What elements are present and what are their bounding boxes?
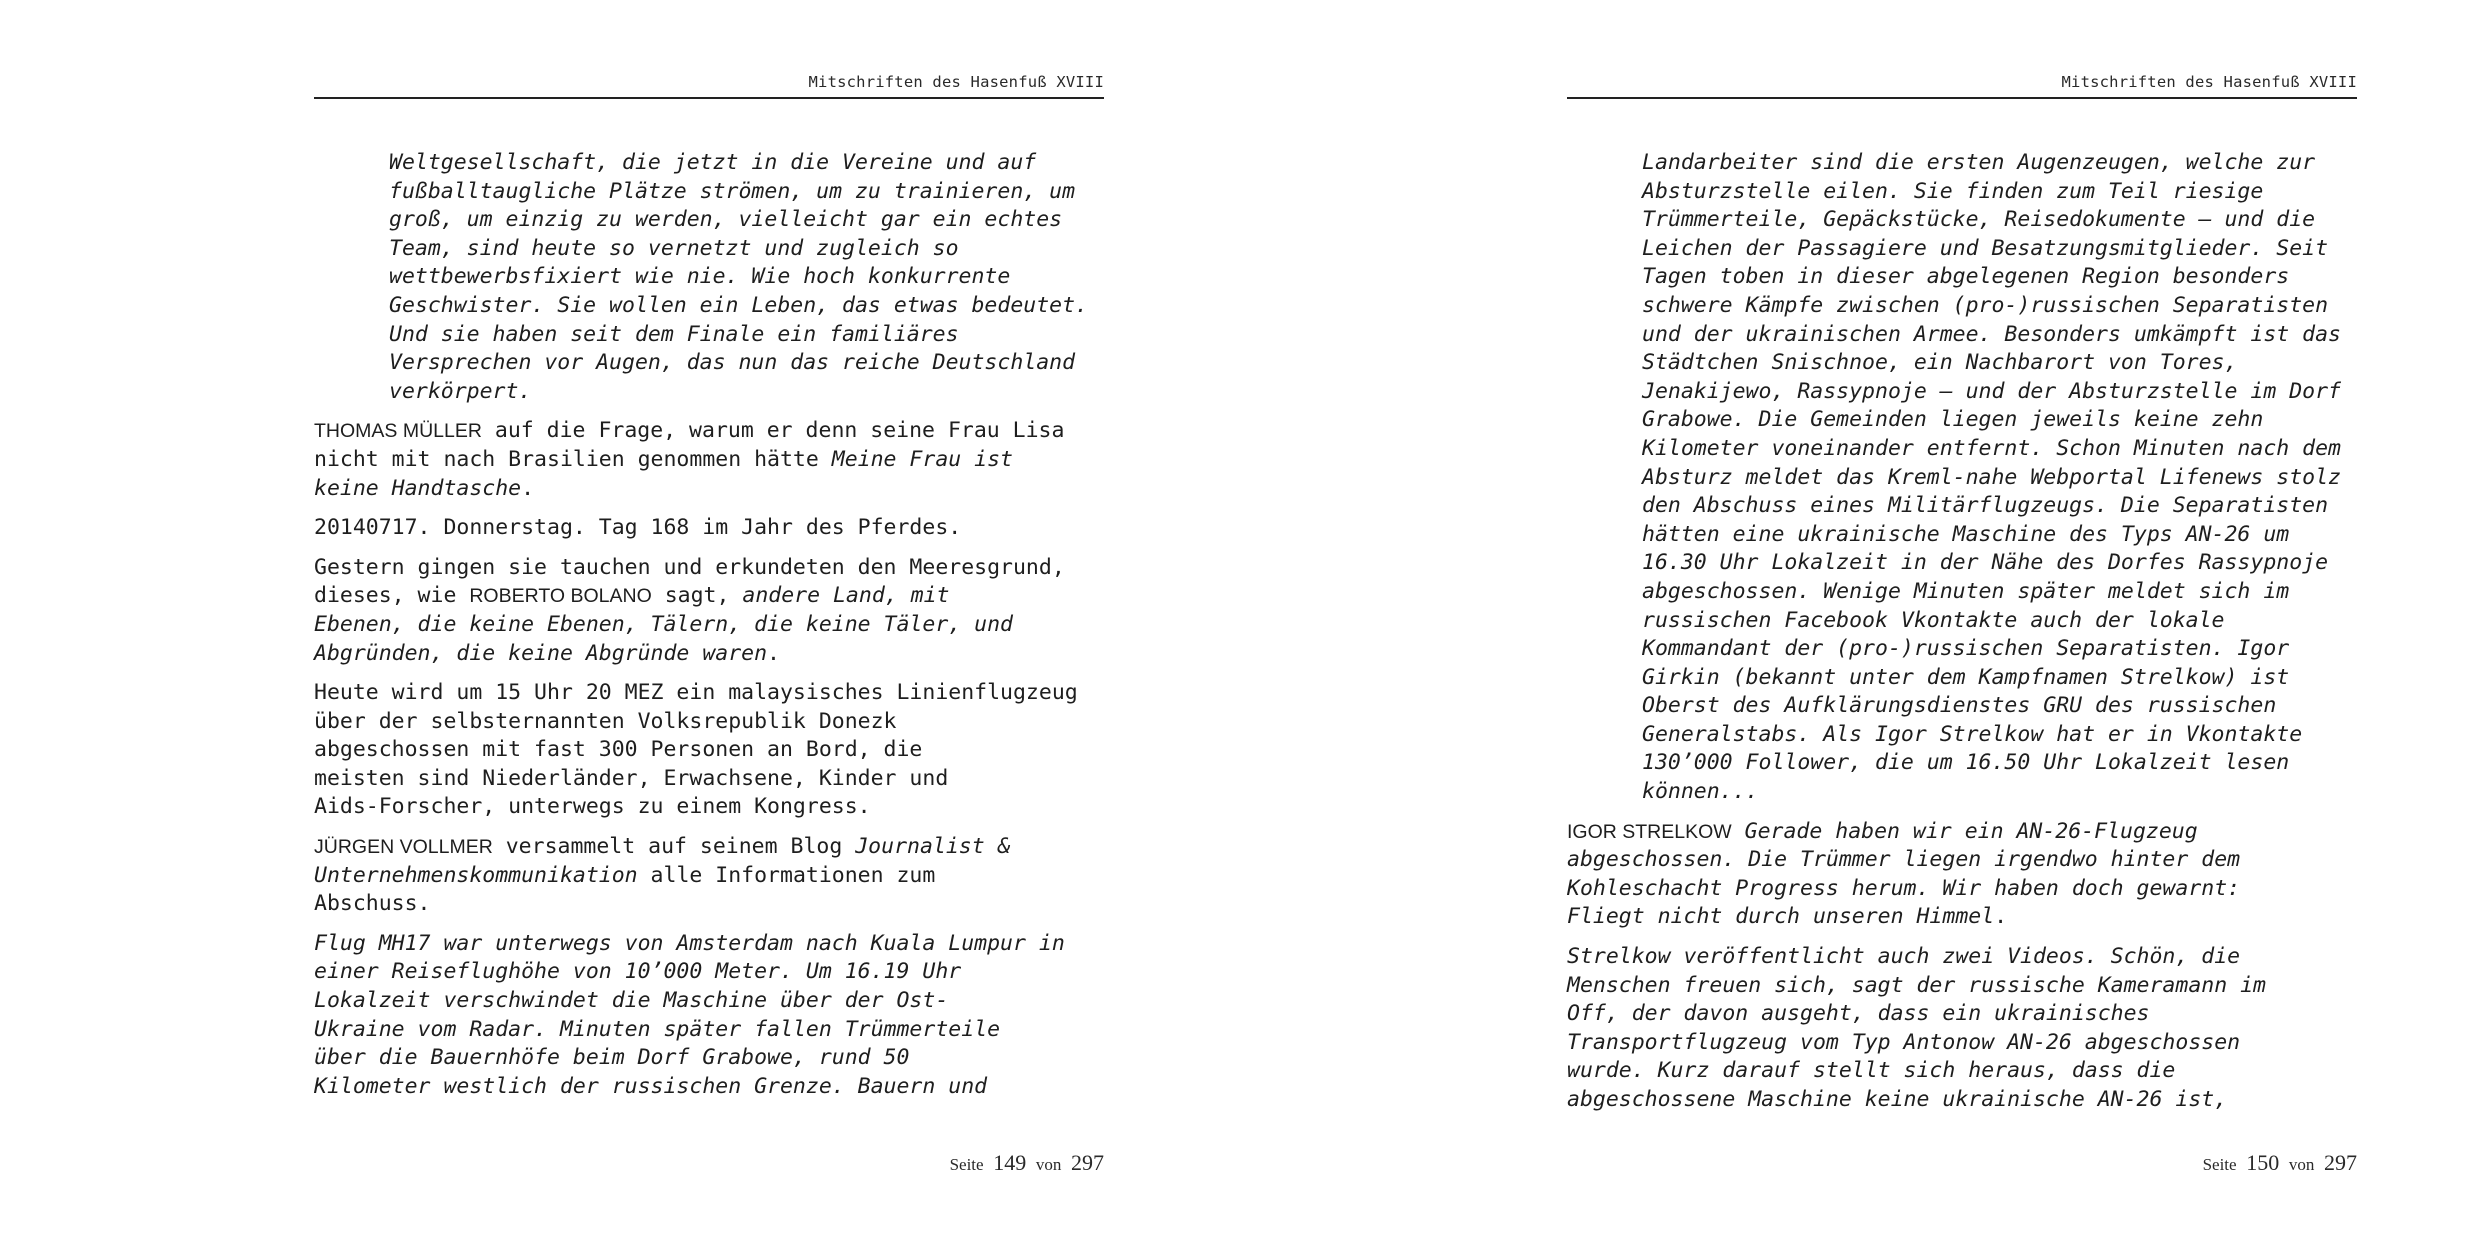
text-line <box>1642 206 2357 235</box>
text-line <box>389 149 1104 178</box>
paragraph <box>314 833 1104 919</box>
text-line <box>1567 903 2357 932</box>
text-run: . <box>767 640 780 666</box>
text-run: nicht mit nach Brasilien genommen hätte <box>314 446 832 472</box>
paragraph <box>1567 943 2357 1115</box>
text-run: Heute wird um 15 Uhr 20 MEZ ein malaysisches Linienflugzeug <box>314 680 1078 706</box>
text-line <box>1642 263 2357 292</box>
text-run: . <box>1994 904 2008 930</box>
paragraph <box>314 149 1104 406</box>
text-line <box>1642 435 2357 464</box>
running-head: Mitschriften des Hasenfuß XVIII <box>2061 73 2357 91</box>
text-line <box>389 378 1104 407</box>
text-run: den Abschuss eines Militärflugzeugs. Die Separatisten <box>1642 493 2329 519</box>
text-line <box>1567 1057 2357 1086</box>
text-line <box>314 554 1104 583</box>
text-line <box>389 321 1104 350</box>
page-number <box>950 1150 1104 1176</box>
text-run: und der ukrainischen Armee. Besonders umkämpft ist das <box>1642 321 2341 347</box>
text-run: alle Informationen zum <box>637 862 936 888</box>
text-run: über die Bauernhöfe beim Dorf Grabowe, rund 50 <box>314 1045 910 1071</box>
text-run: Abgründen, die keine Abgründe waren <box>314 640 768 666</box>
running-head: Mitschriften des Hasenfuß XVIII <box>808 73 1104 91</box>
text-run: abgeschossene Maschine keine ukrainische AN-26 ist, <box>1567 1087 2228 1112</box>
text-run: einer Reiseflughöhe von 10’000 Meter. Um 16.19 Uhr <box>314 959 962 985</box>
text-run: Team, sind heute so vernetzt und zugleich so <box>389 235 959 261</box>
text-line <box>1642 749 2357 778</box>
page-number-separator: von <box>2288 1155 2315 1174</box>
text-run: auf die Frage, warum er denn seine Frau Lisa <box>481 418 1065 444</box>
text-run: Journalist & <box>855 834 1011 860</box>
text-line <box>1642 549 2357 578</box>
paragraph <box>314 930 1104 1102</box>
text-line <box>1567 1029 2357 1058</box>
text-run: können... <box>1642 779 1759 805</box>
text-line <box>1642 406 2357 435</box>
page-number-prefix: Seite <box>949 1155 984 1174</box>
page-number-total: 297 <box>1071 1150 1104 1175</box>
text-line <box>1642 464 2357 493</box>
text-line <box>314 679 1104 708</box>
text-line <box>314 417 1104 446</box>
text-line <box>1567 972 2357 1001</box>
text-line <box>314 862 1104 891</box>
text-line <box>314 1044 1104 1073</box>
text-run: Jenakijewo, Rassypnoje – und der Absturzstelle im Dorf <box>1642 378 2341 404</box>
text-line <box>314 793 1104 822</box>
paragraph <box>314 514 1104 543</box>
text-run: Trümmerteile, Gepäckstücke, Reisedokumente – und die <box>1642 207 2316 233</box>
text-run: Fliegt nicht durch unseren Himmel <box>1567 904 1995 930</box>
text-run: Abschuss. <box>314 891 431 917</box>
text-run: Kommandant der (pro-)russischen Separatisten. Igor <box>1642 636 2290 662</box>
text-run: Und sie haben seit dem Finale ein familiäres <box>389 321 959 347</box>
text-line <box>314 640 1104 669</box>
paragraph <box>314 417 1104 503</box>
text-run: Geschwister. Sie wollen ein Leben, das etwas bedeutet. <box>389 292 1088 318</box>
text-line <box>1567 943 2357 972</box>
text-run: Grabowe. Die Gemeinden liegen jeweils keine zehn <box>1642 407 2264 433</box>
text-run: abgeschossen. Die Trümmer liegen irgendwo hinter dem <box>1567 847 2241 873</box>
paragraph <box>314 679 1104 822</box>
text-run: hätten eine ukrainische Maschine des Typs AN-26 um <box>1642 521 2290 547</box>
text-line <box>314 446 1104 475</box>
paragraph <box>1567 149 2357 807</box>
text-run: Transportflugzeug vom Typ Antonow AN-26 abgeschossen <box>1567 1029 2241 1055</box>
text-line <box>389 292 1104 321</box>
text-line <box>1642 578 2357 607</box>
text-line <box>314 987 1104 1016</box>
text-run: fußballtaugliche Plätze strömen, um zu trainieren, um <box>389 178 1076 204</box>
text-run: Tagen toben in dieser abgelegenen Region besonders <box>1642 264 2290 290</box>
text-run: dieses, wie <box>314 583 470 609</box>
text-run: Off, der davon ausgeht, dass ein ukrainisches <box>1567 1001 2150 1027</box>
text-line <box>314 765 1104 794</box>
text-run: Städtchen Snischnoe, ein Nachbarort von Tores, <box>1642 350 2238 376</box>
text-line <box>314 708 1104 737</box>
text-run: Absturzstelle eilen. Sie finden zum Teil riesige <box>1642 178 2264 204</box>
text-run: meisten sind Niederländer, Erwachsene, Kinder und <box>314 765 949 791</box>
text-run: verkörpert. <box>389 378 532 404</box>
text-run: abgeschossen. Wenige Minuten später meldet sich im <box>1642 578 2290 604</box>
text-run: Versprechen vor Augen, das nun das reiche Deutschland <box>389 350 1076 376</box>
text-run: Aids-Forscher, unterwegs zu einem Kongress. <box>314 794 871 820</box>
text-run: wettbewerbsfixiert wie nie. Wie hoch konkurrente <box>389 264 1011 290</box>
text-line <box>1642 378 2357 407</box>
text-line <box>1642 692 2357 721</box>
text-run: . <box>521 475 535 501</box>
page-number-total: 297 <box>2324 1150 2357 1175</box>
text-line <box>389 263 1104 292</box>
text-run: Kilometer westlich der russischen Grenze. Bauern und <box>314 1073 988 1099</box>
text-run: schwere Kämpfe zwischen (pro-)russischen Separatisten <box>1642 292 2329 318</box>
text-run: Kilometer voneinander entfernt. Schon Minuten nach dem <box>1642 435 2341 461</box>
text-line <box>314 1016 1104 1045</box>
text-line <box>1567 1000 2357 1029</box>
text-run: Weltgesellschaft, die jetzt in die Vereine und auf <box>389 150 1037 175</box>
text-line <box>1642 778 2357 807</box>
text-run: Kohleschacht Progress herum. Wir haben doch gewarnt: <box>1567 875 2241 901</box>
text-run: abgeschossen mit fast 300 Personen an Bord, die <box>314 737 923 763</box>
text-line <box>314 582 1104 611</box>
text-run: Gestern gingen sie tauchen und erkundeten den Meeresgrund, <box>314 554 1065 580</box>
text-run: Menschen freuen sich, sagt der russische Kameramann im <box>1567 972 2266 998</box>
text-run <box>1732 819 1745 844</box>
text-run: Gerade haben wir ein AN-26-Flugzeug <box>1744 818 2198 844</box>
person-name: THOMAS MÜLLER <box>314 420 482 443</box>
text-line <box>1642 492 2357 521</box>
text-run: Unternehmenskommunikation <box>314 862 638 888</box>
text-line <box>389 349 1104 378</box>
text-line <box>1642 521 2357 550</box>
text-run: Meine Frau ist <box>831 446 1013 472</box>
text-run: Generalstabs. Als Igor Strelkow hat er in Vkontakte <box>1642 721 2303 747</box>
text-run: Absturz meldet das Kreml-nahe Webportal Lifenews stolz <box>1642 464 2341 490</box>
text-run: sagt, <box>651 583 743 609</box>
page-number <box>2203 1150 2357 1176</box>
text-run: andere Land, mit <box>742 583 950 609</box>
text-line <box>1642 349 2357 378</box>
text-run: 16.30 Uhr Lokalzeit in der Nähe des Dorfes Rassypnoje <box>1642 550 2329 576</box>
paragraph <box>1567 818 2357 932</box>
text-line <box>1567 818 2357 847</box>
text-run: Strelkow veröffentlicht auch zwei Videos. Schön, die <box>1567 944 2241 970</box>
text-line <box>1567 875 2357 904</box>
text-line <box>314 958 1104 987</box>
text-line <box>314 930 1104 959</box>
text-line <box>1642 178 2357 207</box>
text-run: Lokalzeit verschwindet die Maschine über der Ost- <box>314 988 949 1014</box>
text-line <box>1567 846 2357 875</box>
text-run: Leichen der Passagiere und Besatzungsmitglieder. Seit <box>1642 235 2329 261</box>
text-run: Ebenen, die keine Ebenen, Tälern, die keine Täler, und <box>314 611 1013 637</box>
text-run: 130’000 Follower, die um 16.50 Uhr Lokalzeit lesen <box>1642 750 2290 776</box>
text-line <box>1642 292 2357 321</box>
page-number-current: 149 <box>993 1150 1027 1175</box>
person-name: JÜRGEN VOLLMER <box>314 836 493 859</box>
text-line <box>314 475 1104 504</box>
text-run: Girkin (bekannt unter dem Kampfnamen Strelkow) ist <box>1642 664 2290 690</box>
text-run: Ukraine vom Radar. Minuten später fallen Trümmerteile <box>314 1016 1001 1042</box>
person-name: IGOR STRELKOW <box>1567 820 1732 843</box>
header-rule <box>314 97 1104 99</box>
text-run: 20140717. Donnerstag. Tag 168 im Jahr des Pferdes. <box>314 515 962 541</box>
page-number-prefix: Seite <box>2202 1155 2237 1174</box>
text-line <box>389 178 1104 207</box>
text-line <box>389 206 1104 235</box>
text-line <box>1642 664 2357 693</box>
page-number-separator: von <box>1035 1155 1062 1174</box>
text-line <box>1642 607 2357 636</box>
text-run: Landarbeiter sind die ersten Augenzeugen, welche zur <box>1642 150 2316 175</box>
book-page-left <box>314 0 1104 1240</box>
text-run: Oberst des Aufklärungsdienstes GRU des russischen <box>1642 693 2277 719</box>
person-name: ROBERTO BOLANO <box>469 585 652 608</box>
text-line <box>1642 149 2357 178</box>
text-run: versammelt auf seinem Blog <box>492 834 856 860</box>
text-line <box>1642 235 2357 264</box>
text-line <box>389 235 1104 264</box>
text-run: über der selbsternannten Volksrepublik Donezk <box>314 708 897 734</box>
page-number-current: 150 <box>2246 1150 2280 1175</box>
text-line <box>1642 635 2357 664</box>
text-run: Flug MH17 war unterwegs von Amsterdam nach Kuala Lumpur in <box>314 930 1065 956</box>
text-line <box>1642 721 2357 750</box>
text-line <box>314 514 1104 543</box>
text-run: russischen Facebook Vkontakte auch der lokale <box>1642 607 2225 633</box>
text-line <box>314 611 1104 640</box>
text-run: groß, um einzig zu werden, vielleicht gar ein echtes <box>389 207 1063 233</box>
header-rule <box>1567 97 2357 99</box>
page-body <box>1567 149 2357 1126</box>
text-line <box>314 1073 1104 1102</box>
text-line <box>314 833 1104 862</box>
page-body <box>314 149 1104 1112</box>
text-run: keine Handtasche <box>314 475 522 501</box>
text-run: wurde. Kurz darauf stellt sich heraus, dass die <box>1567 1058 2176 1084</box>
text-line <box>1567 1086 2357 1115</box>
text-line <box>1642 321 2357 350</box>
text-line <box>314 736 1104 765</box>
text-line <box>314 890 1104 919</box>
paragraph <box>314 554 1104 668</box>
book-page-right <box>1567 0 2357 1240</box>
